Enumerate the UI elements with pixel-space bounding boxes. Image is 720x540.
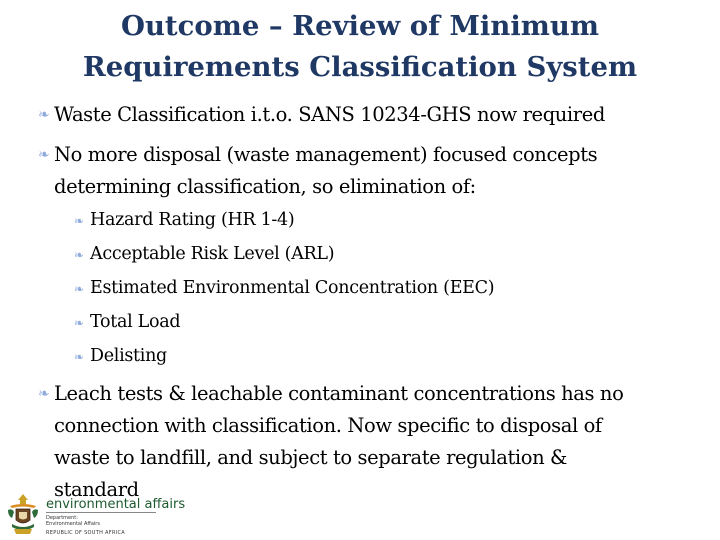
sub-bullet-item	[74, 237, 674, 272]
sub-bullet-text: Delisting	[90, 346, 167, 366]
sub-bullet-marker-icon: ❧	[74, 214, 84, 228]
sub-bullet-text: Hazard Rating (HR 1-4)	[90, 210, 295, 230]
bullet-line: connection with classification. Now specific to disposal of	[54, 414, 602, 437]
slide-title-line-1: Outcome – Review of Minimum	[120, 10, 599, 42]
bullet-marker-icon: ❧	[38, 147, 50, 163]
bullet-item	[38, 139, 688, 203]
bullet-item	[38, 99, 688, 131]
bullet-line: waste to landfill, and subject to separate regulation &	[54, 446, 568, 469]
bullet-line: No more disposal (waste management) focused concepts	[54, 143, 598, 166]
country-name: REPUBLIC OF SOUTH AFRICA	[46, 530, 126, 536]
sub-bullet-item	[74, 271, 674, 306]
sub-bullet-item	[74, 305, 674, 340]
logo-divider	[46, 512, 156, 513]
sub-bullet-text: Estimated Environmental Concentration (EEC)	[90, 278, 495, 298]
sub-bullet-marker-icon: ❧	[74, 248, 84, 262]
bullet-marker-icon: ❧	[38, 107, 50, 123]
sub-bullet-text: Total Load	[90, 312, 181, 332]
sub-bullet-item	[74, 339, 674, 374]
bullet-line: standard	[54, 478, 139, 501]
bullet-item	[38, 378, 688, 506]
bullet-line: determining classification, so elimination of:	[54, 175, 476, 198]
sub-bullet-marker-icon: ❧	[74, 316, 84, 330]
department-logo	[0, 490, 190, 540]
department-label: Department:	[46, 515, 78, 521]
bullet-marker-icon: ❧	[38, 386, 50, 402]
coat-of-arms-icon	[4, 492, 42, 536]
bullet-line: Leach tests & leachable contaminant concentrations has no	[54, 382, 624, 405]
sub-bullet-text: Acceptable Risk Level (ARL)	[90, 244, 335, 264]
sub-bullet-marker-icon: ❧	[74, 282, 84, 296]
bullet-line: Waste Classification i.t.o. SANS 10234-GHS now required	[54, 103, 605, 126]
brand-name: environmental affairs	[46, 497, 186, 512]
sub-bullet-marker-icon: ❧	[74, 350, 84, 364]
department-name: Environmental Affairs	[46, 521, 100, 527]
sub-bullet-item	[74, 203, 674, 238]
slide-title-line-2: Requirements Classification System	[82, 51, 638, 83]
